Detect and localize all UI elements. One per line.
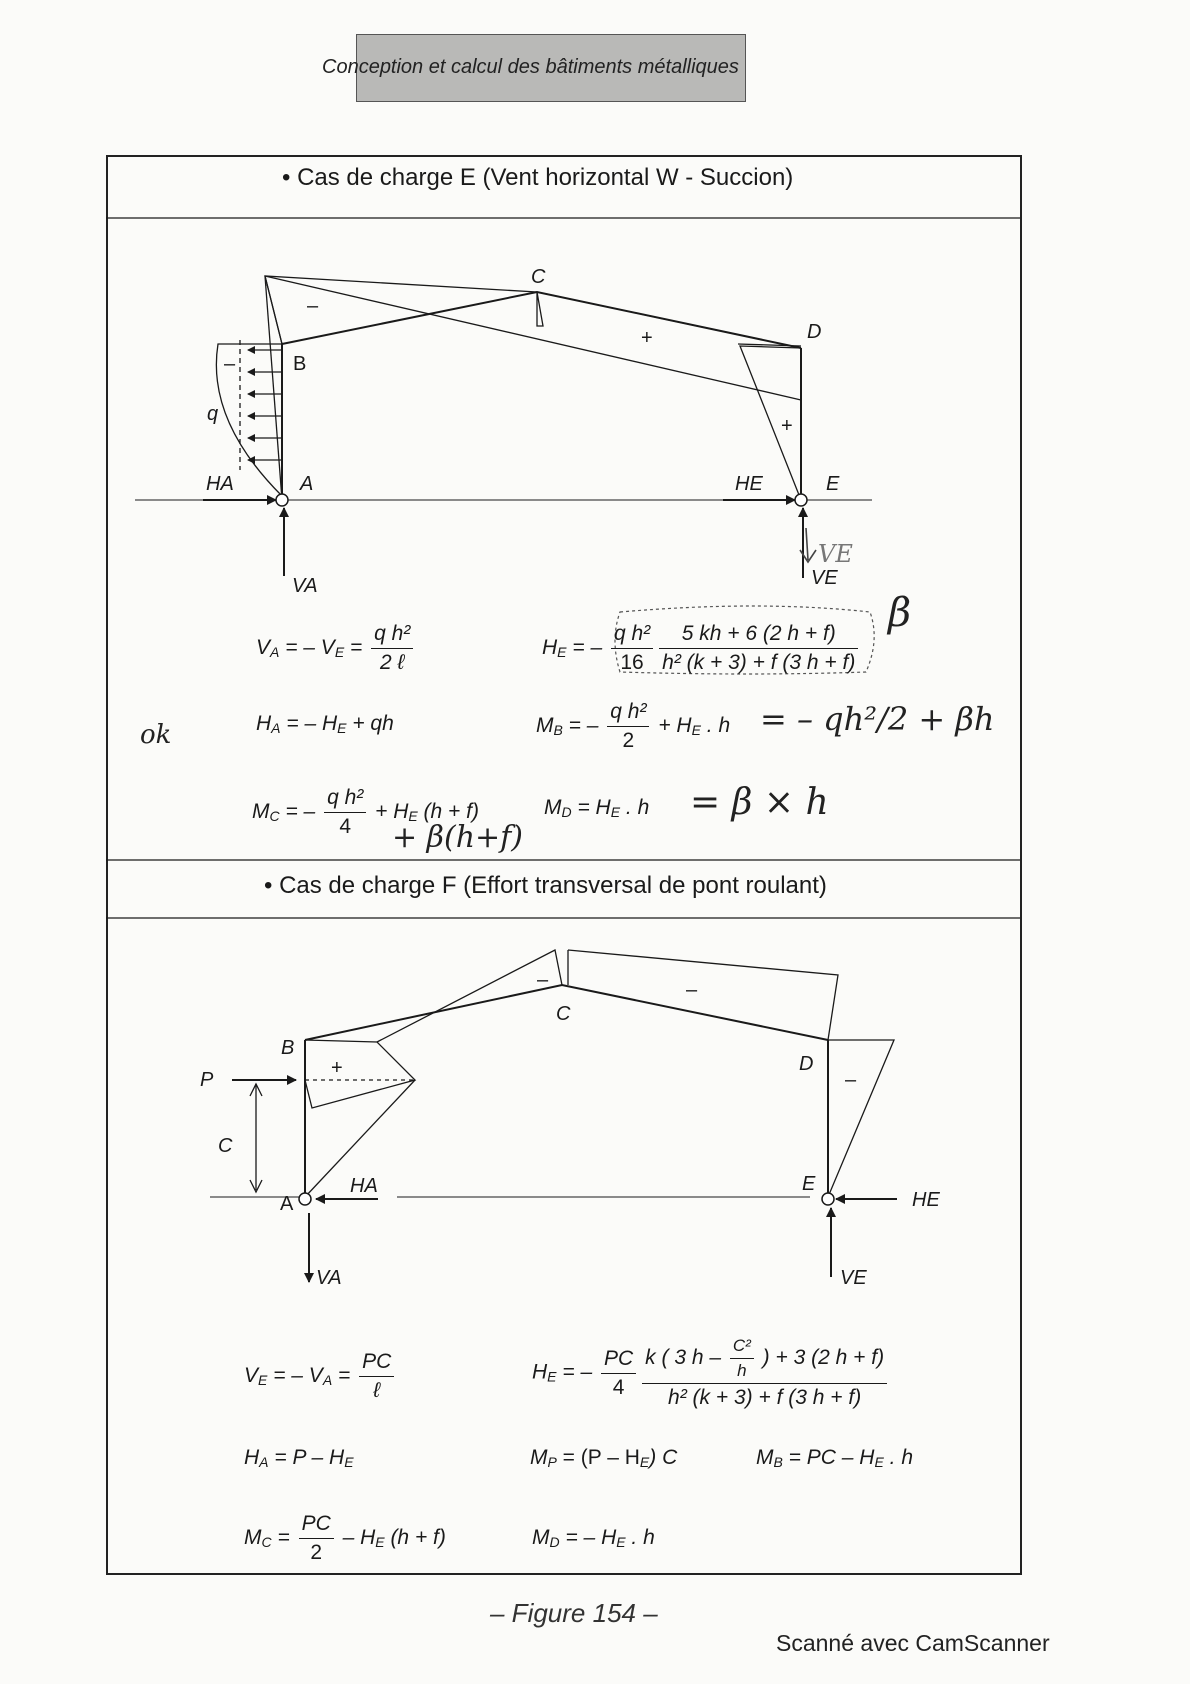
- sign-plus-f: +: [331, 1057, 343, 1079]
- diagram-f-dimension: [250, 1084, 262, 1192]
- formula-ha-f: $H_A = P - H_E$: [244, 1446, 354, 1470]
- formula-mc-f: $M_C$ = $\frac{PC}{2}$ – $H_E$ (h + f): [244, 1512, 446, 1564]
- formula-mp-f: $M_P = (P - H_E)$ C: [530, 1446, 678, 1470]
- label-ha-e: HA: [206, 473, 234, 495]
- label-d-e: D: [807, 321, 822, 343]
- formula-he-e: $H_E$ = – $\frac{\text{q h²}}{16}$ $\frac{5 kh + 6 (2 h + f)}{\text{h² (k + 3) + f (3 h + f)}}$: [542, 622, 861, 675]
- label-c-e: C: [531, 266, 546, 288]
- label-ve-f: VE: [840, 1267, 867, 1289]
- hand-mc-note: + β(h+f): [392, 820, 523, 855]
- sign-minus-e: –: [307, 295, 319, 317]
- figure-caption: – Figure 154 –: [490, 1598, 658, 1628]
- hand-md-note: = β × h: [690, 782, 829, 823]
- sign-plus-beam-e: +: [641, 327, 653, 349]
- diagram-f-structure: [210, 985, 828, 1197]
- label-ha-f: HA: [350, 1175, 378, 1197]
- label-e-f: E: [802, 1173, 816, 1195]
- header-title: Conception et calcul des bâtiments métalliques: [322, 56, 739, 78]
- sign-minus-c-f: –: [537, 969, 549, 991]
- support-e-f: [822, 1193, 834, 1205]
- label-a-f: A: [280, 1193, 294, 1215]
- sign-plus-col-e: +: [781, 415, 793, 437]
- formula-mb-f: $M_B$ = PC – $H_E$ . h: [756, 1446, 913, 1470]
- label-va-e: VA: [292, 575, 318, 597]
- support-e-e: [795, 494, 807, 506]
- scanner-watermark: Scanné avec CamScanner: [776, 1630, 1050, 1656]
- formula-ha-e: $H_A$ = – $H_E$ + qh: [256, 712, 394, 736]
- label-a-e: A: [300, 473, 314, 495]
- label-b-e: B: [293, 353, 307, 375]
- diagram-e-reactions: [203, 500, 803, 578]
- label-p-f: P: [200, 1069, 214, 1091]
- formula-md-f: $M_D$ = – $H_E$ . h: [532, 1526, 655, 1550]
- formula-ve-f: $V_E$ = – $V_A$ = $\frac{PC}{\text{ℓ}}$: [244, 1350, 397, 1403]
- section-e-heading: • Cas de charge E (Vent horizontal W - Succion): [282, 164, 794, 191]
- formula-mb-e: $M_B$ = – $\frac{\text{q h²}}{2}$ + $H_E$ . h: [536, 700, 731, 752]
- sign-minus-d-f: –: [845, 1069, 857, 1091]
- label-q-e: q: [207, 403, 219, 425]
- diagram-e-moment: [265, 276, 801, 500]
- label-he-e: HE: [735, 473, 763, 495]
- diagram-f-loads: [232, 1080, 897, 1282]
- sign-minus-load-e: –: [224, 353, 236, 375]
- support-a-f: [299, 1193, 311, 1205]
- label-b-f: B: [281, 1037, 295, 1059]
- label-c-f: C: [556, 1003, 571, 1025]
- formula-he-f: $H_E$ = – $\frac{PC}{4}$ k ( 3 h – $\frac{\text{C²}}{h}$ ) + 3 (2 h + f) h² (k + 3) + f (3 h + f): [532, 1336, 890, 1410]
- hand-ok: ok: [140, 720, 172, 750]
- formula-va-e: $V_A$ = – $V_E$ = $\frac{\text{q h²}}{\text{2 ℓ}}$: [256, 622, 416, 675]
- diagram-e-structure: [135, 292, 872, 500]
- formula-md-e: $M_D = H_E$ . h: [544, 796, 650, 820]
- label-he-f: HE: [912, 1189, 940, 1211]
- label-ve-e: VE: [811, 567, 838, 589]
- label-e-e: E: [826, 473, 840, 495]
- support-a-e: [276, 494, 288, 506]
- hand-ve-note: VE: [818, 540, 853, 568]
- label-va-f: VA: [316, 1267, 342, 1289]
- section-f-heading: • Cas de charge F (Effort transversal de pont roulant): [264, 872, 827, 899]
- sign-minus-beam-f: –: [686, 979, 698, 1001]
- hand-beta: β: [888, 590, 912, 636]
- hand-mb-note: = – qh²/2 + βh: [760, 700, 995, 738]
- label-d-f: D: [799, 1053, 814, 1075]
- formula-mc-e: $M_C$ = – $\frac{\text{q h²}}{4}$ + $H_E$ (h + f): [252, 786, 479, 838]
- label-cdim-f: C: [218, 1135, 233, 1157]
